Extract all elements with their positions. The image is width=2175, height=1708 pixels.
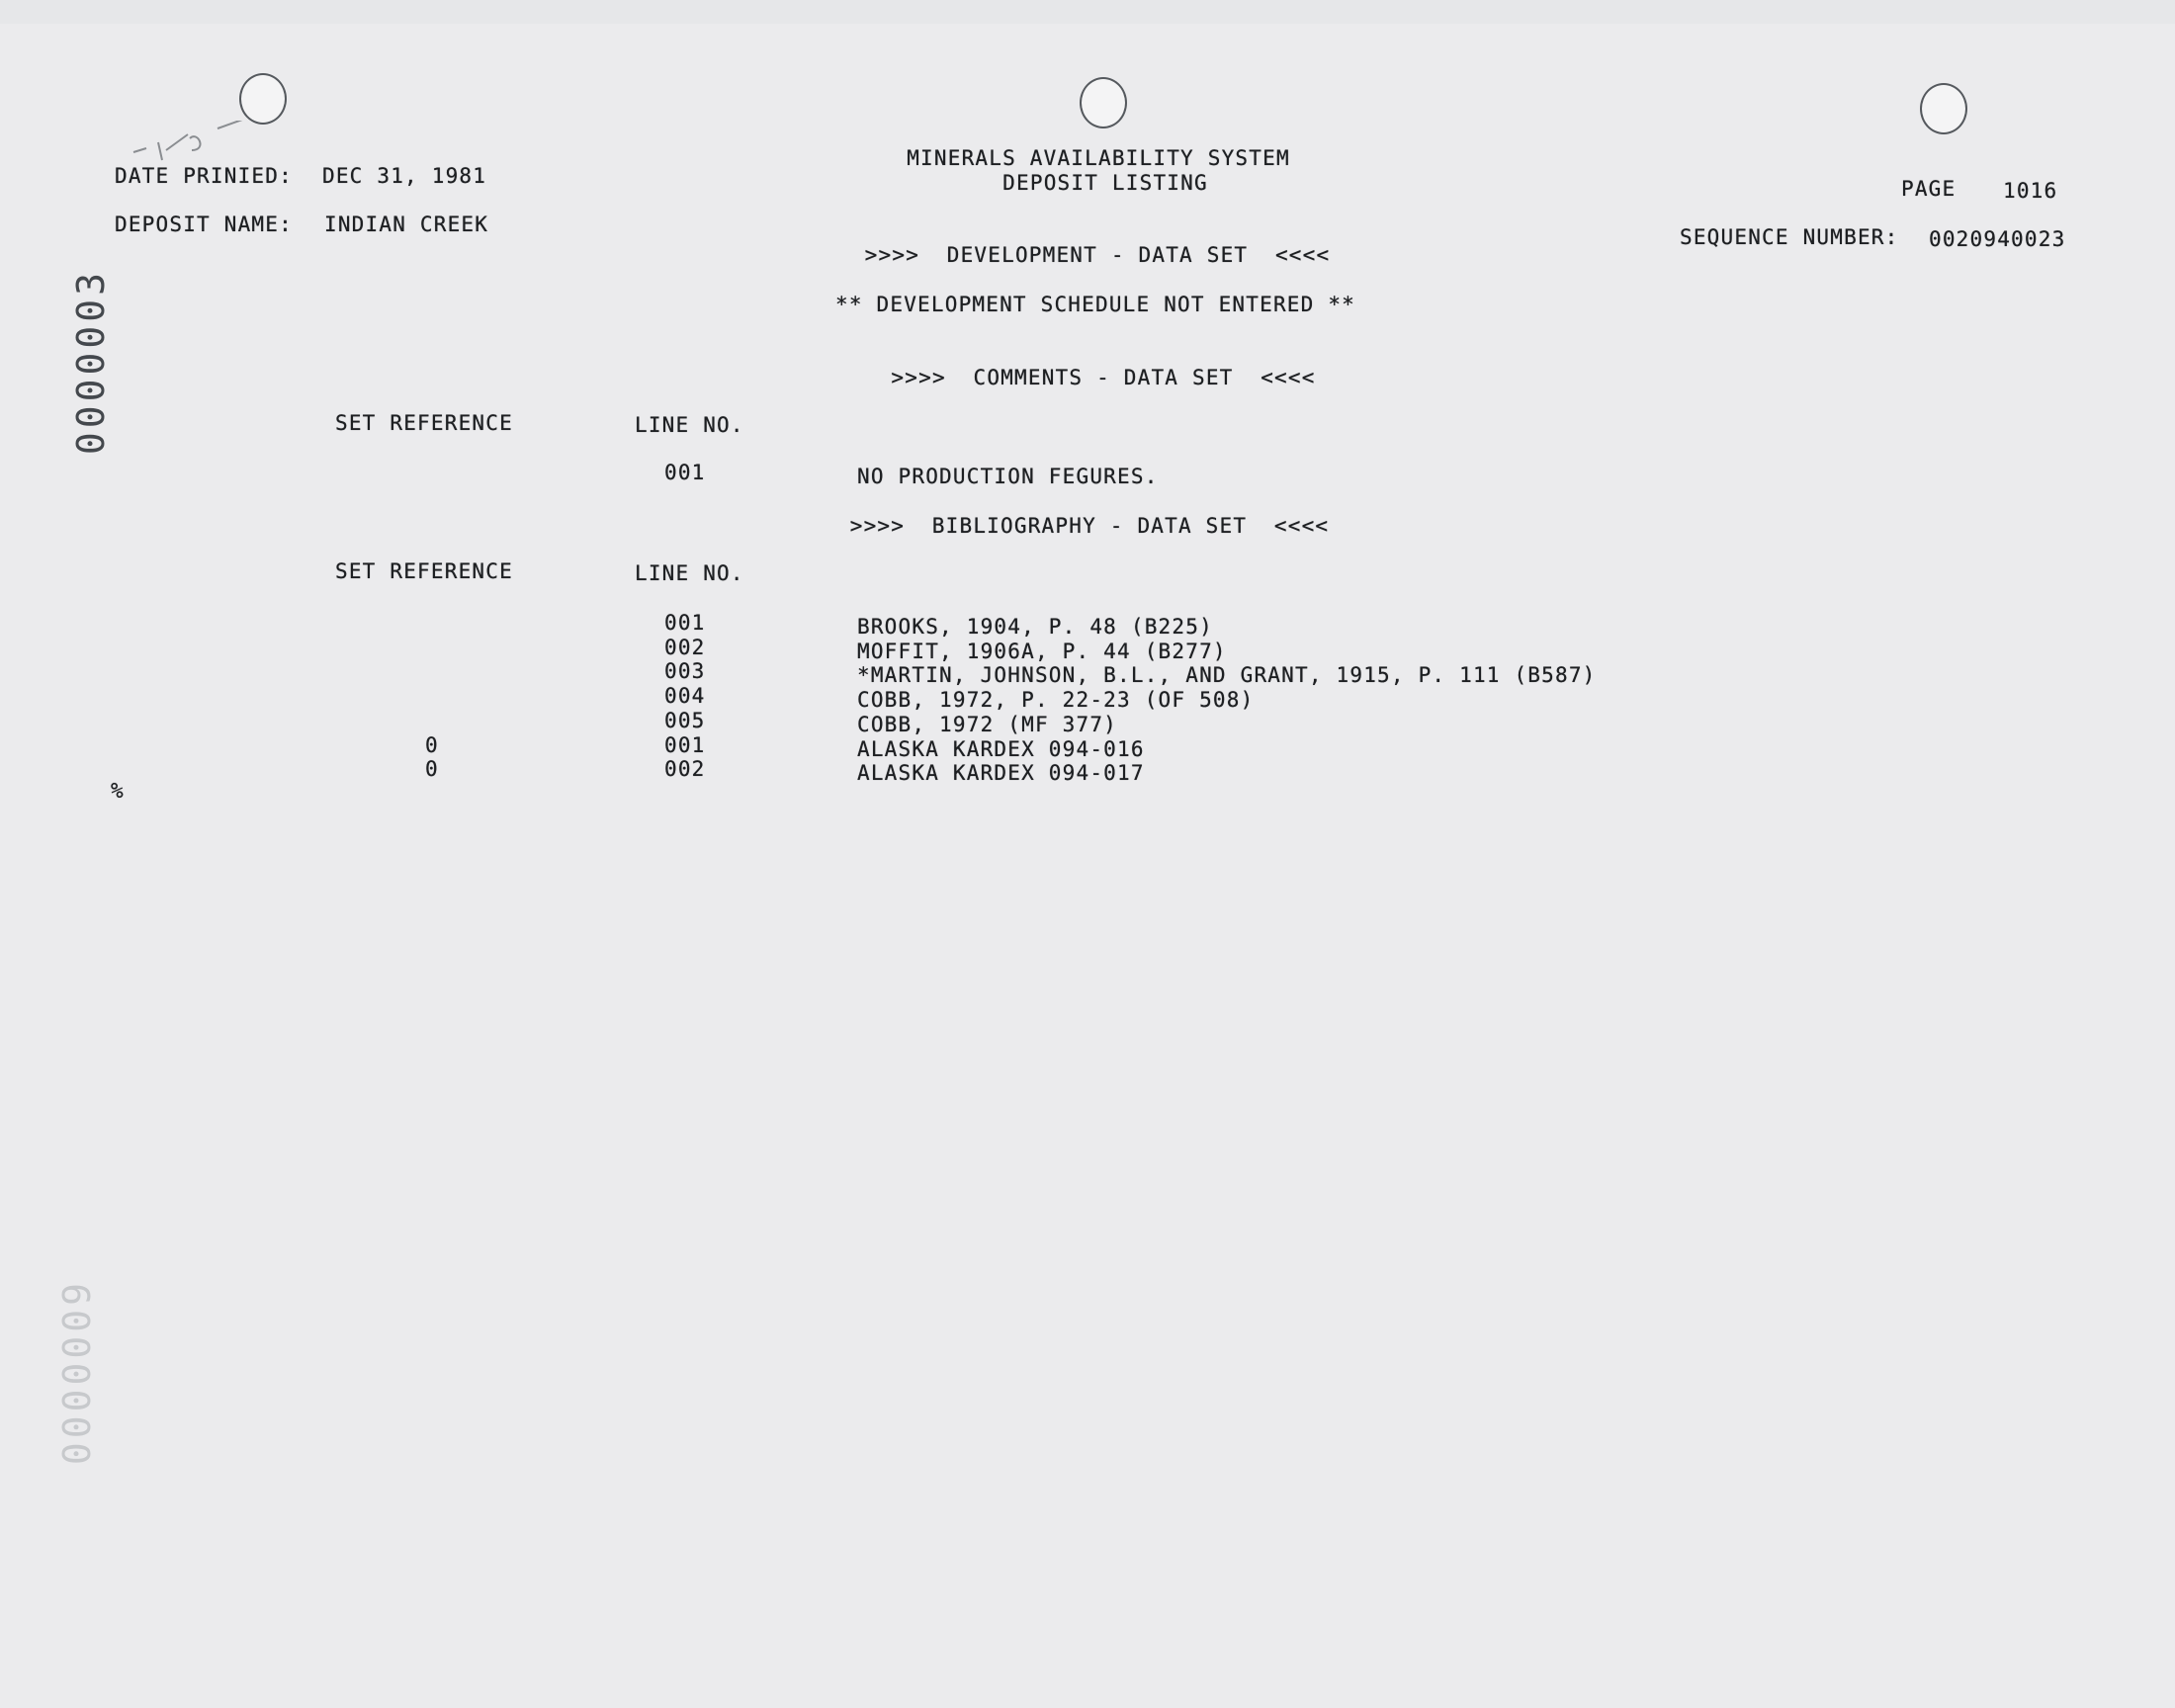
date-printed-value: DEC 31, 1981 xyxy=(322,164,487,188)
bibliography-col-set-reference: SET REFERENCE xyxy=(335,559,513,583)
comments-col-set-reference: SET REFERENCE xyxy=(335,411,513,435)
page-number: 1016 xyxy=(2003,179,2058,203)
listing-title: DEPOSIT LISTING xyxy=(1002,171,1208,195)
bleed-through-mark: 0000009 xyxy=(55,1279,99,1466)
bib-set-ref: 0 xyxy=(425,733,439,757)
bib-line-no: 002 xyxy=(664,636,706,659)
bib-text: ALASKA KARDEX 094-017 xyxy=(857,761,1145,785)
date-printed-label: DATE PRINIED: xyxy=(115,164,293,188)
comment-line-no: 001 xyxy=(664,461,706,484)
binder-hole-center xyxy=(1080,77,1127,128)
binder-hole-right xyxy=(1920,83,1967,134)
bib-line-no: 005 xyxy=(664,709,706,732)
deposit-name-label: DEPOSIT NAME: xyxy=(115,213,293,236)
bib-set-ref: 0 xyxy=(425,757,439,781)
development-note: ** DEVELOPMENT SCHEDULE NOT ENTERED ** xyxy=(834,293,1356,316)
bib-line-no: 004 xyxy=(664,684,706,708)
bib-text: MOFFIT, 1906A, P. 44 (B277) xyxy=(857,640,1227,663)
bib-line-no: 001 xyxy=(664,733,706,757)
bib-text: *MARTIN, JOHNSON, B.L., AND GRANT, 1915, P. 111 (B587) xyxy=(857,663,1597,687)
side-code: 0000003 xyxy=(69,269,113,456)
page-label: PAGE xyxy=(1901,177,1957,201)
printout-sheet xyxy=(0,24,2175,1708)
development-heading: >>>> DEVELOPMENT - DATA SET <<<< xyxy=(864,243,1331,267)
bib-text: COBB, 1972, P. 22-23 (OF 508) xyxy=(857,688,1255,712)
comments-heading: >>>> COMMENTS - DATA SET <<<< xyxy=(891,366,1316,389)
sequence-label: SEQUENCE NUMBER: xyxy=(1680,225,1899,249)
end-of-record-mark: % xyxy=(111,779,125,803)
bib-text: BROOKS, 1904, P. 48 (B225) xyxy=(857,615,1213,639)
bib-text: COBB, 1972 (MF 377) xyxy=(857,713,1118,736)
comment-text: NO PRODUCTION FEGURES. xyxy=(857,465,1159,488)
deposit-name-value: INDIAN CREEK xyxy=(324,213,489,236)
system-title: MINERALS AVAILABILITY SYSTEM xyxy=(907,146,1290,170)
bib-text: ALASKA KARDEX 094-016 xyxy=(857,737,1145,761)
bib-line-no: 002 xyxy=(664,757,706,781)
binder-hole-left xyxy=(239,73,287,125)
bib-line-no: 001 xyxy=(664,611,706,635)
bibliography-col-line-no: LINE NO. xyxy=(635,561,744,585)
comments-col-line-no: LINE NO. xyxy=(635,413,744,437)
bib-line-no: 003 xyxy=(664,659,706,683)
bibliography-heading: >>>> BIBLIOGRAPHY - DATA SET <<<< xyxy=(849,514,1330,538)
sequence-number: 0020940023 xyxy=(1929,227,2066,251)
